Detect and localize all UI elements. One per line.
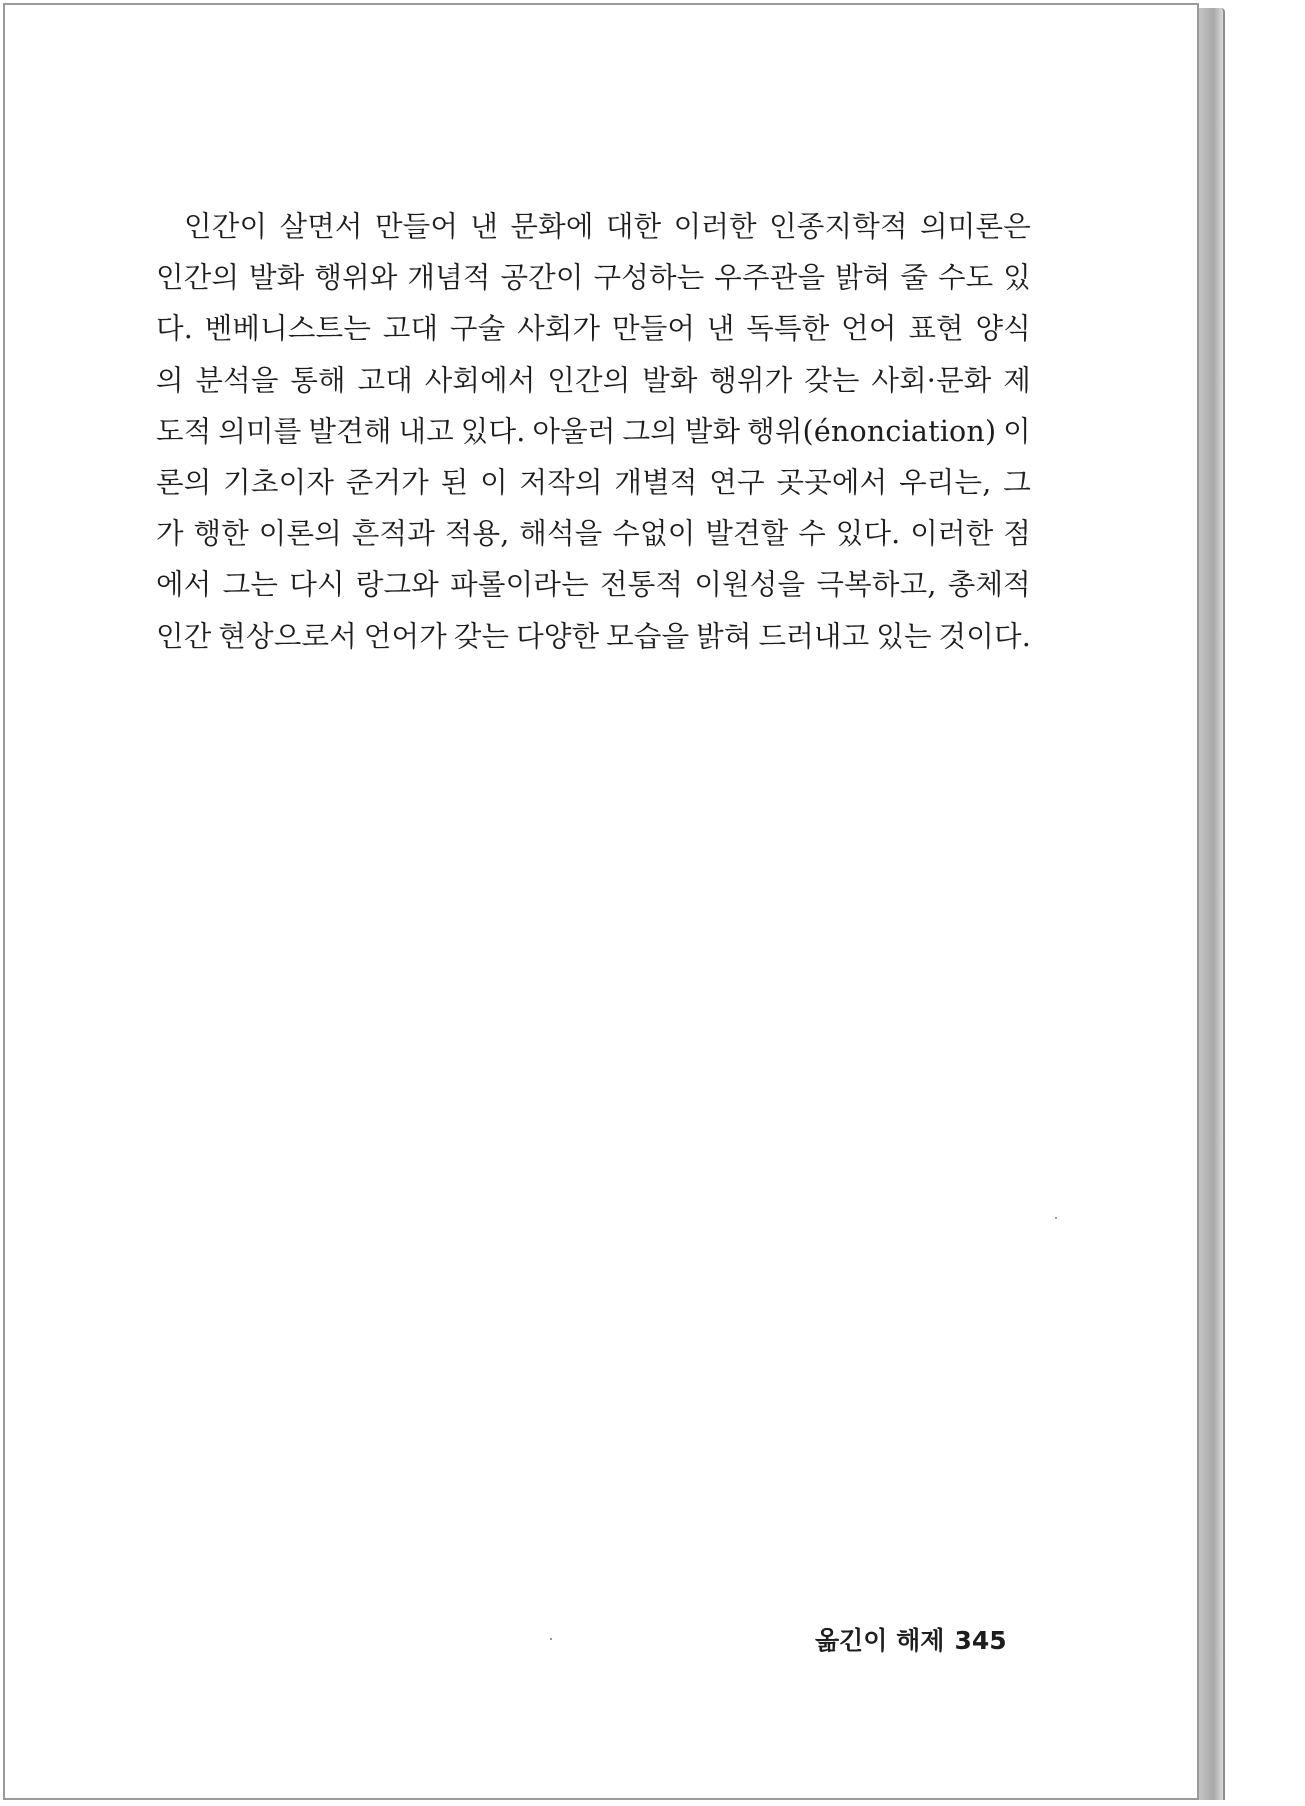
word: 인간 [156, 619, 212, 653]
word: 문화에 [510, 210, 594, 243]
word: 우주관을 [714, 261, 826, 295]
word: 발화 [249, 261, 305, 295]
word: 있 [1003, 261, 1031, 295]
word: 에서 [156, 568, 212, 602]
word: 이론의 [258, 517, 342, 551]
word: 이러한 [910, 517, 994, 551]
word: 이원성을 [694, 568, 806, 602]
text-line [156, 611, 1031, 662]
word: 개별적 [614, 465, 698, 499]
word: 전통적 [599, 568, 684, 602]
print-speck [550, 1638, 552, 1640]
word: 준거가 [345, 465, 429, 499]
word: 언어가 [363, 619, 447, 653]
word: 파롤이라는 [450, 568, 589, 602]
word: 독특한 [746, 312, 830, 346]
word: 만들어 [611, 312, 696, 346]
word: 발견해 [308, 414, 392, 448]
word: 내고 [398, 414, 454, 448]
word: 극복하고, [816, 568, 937, 602]
word: 적용, [444, 517, 510, 551]
word: 있는 [876, 619, 932, 653]
word: 사회·문화 [871, 363, 992, 397]
word: 랑그와 [355, 568, 440, 602]
word: 발견할 [705, 517, 789, 551]
word: 인간이 [184, 210, 268, 243]
word: 있다. [460, 414, 526, 448]
body-paragraph [156, 201, 1031, 662]
word: 다. [156, 312, 193, 346]
page-number: 345 [954, 1626, 1007, 1655]
word: 이러한 [673, 210, 757, 243]
word: 밝혀 [835, 261, 891, 295]
running-title: 옮긴이 해제 [815, 1626, 945, 1655]
word: 발화 [642, 363, 698, 397]
word: 우리는, [899, 465, 992, 499]
word: 양식 [975, 312, 1031, 346]
word: 총체적 [947, 568, 1031, 602]
word: 공간이 [500, 261, 584, 295]
word: 다시 [289, 568, 345, 602]
word: 그 [1003, 465, 1031, 499]
word: 대한 [605, 210, 662, 243]
text-line [156, 355, 1031, 406]
word: 살면서 [279, 210, 363, 243]
word: 인간의 [547, 363, 631, 397]
word: 저작의 [519, 465, 603, 499]
word: 만들어 [374, 210, 459, 243]
word: 벤베니스트는 [204, 312, 372, 346]
word: 현상으로서 [218, 619, 357, 653]
word: 그는 [222, 568, 279, 602]
word: 있다. [835, 517, 901, 551]
word: 줄 [900, 261, 929, 295]
word: 행위와 [314, 261, 398, 295]
word: 해석을 [519, 517, 603, 551]
word: 분석을 [195, 363, 279, 397]
word: 의미론은 [920, 210, 1031, 243]
word: 인종지학적 [769, 210, 908, 243]
book-page [3, 3, 1199, 1800]
word: 제 [1003, 363, 1031, 397]
text-line [156, 252, 1031, 303]
word: 행위가 [709, 363, 793, 397]
word: 의미를 [218, 414, 302, 448]
word: 행한 [193, 517, 249, 551]
word: 고대 [382, 312, 439, 346]
word: 도적 [156, 414, 212, 448]
word: 사회가 [517, 312, 601, 346]
text-line [156, 559, 1031, 610]
word: 수없이 [612, 517, 696, 551]
word: 이 [480, 465, 508, 499]
word: 사회에서 [424, 363, 536, 397]
word: 모습을 [606, 619, 690, 653]
word: 통해 [290, 363, 346, 397]
word: 밝혀 [696, 619, 752, 653]
word: 다양한 [516, 619, 600, 653]
page-footer [815, 1621, 1007, 1657]
word: 이 [1003, 414, 1031, 448]
word: 구술 [449, 312, 506, 346]
word: 기초이자 [223, 465, 335, 499]
word: 연구 [709, 465, 765, 499]
text-line [156, 201, 1031, 252]
word: 갖는 [453, 619, 510, 653]
text-line [156, 508, 1031, 559]
word: 곳곳에서 [776, 465, 888, 499]
word: 흔적과 [351, 517, 435, 551]
word: 드러내고 [758, 619, 870, 653]
word: 그의 [622, 414, 678, 448]
word: 가 [156, 517, 184, 551]
word: 구성하는 [593, 261, 705, 295]
word: 수 [798, 517, 826, 551]
word: 개념적 [407, 261, 491, 295]
text-line [156, 457, 1031, 508]
word: 표현 [908, 312, 964, 346]
text-line [156, 406, 1031, 457]
word: 언어 [841, 312, 897, 346]
print-speck [1055, 1217, 1057, 1219]
word: 아울러 [532, 414, 616, 448]
word: 것이다. [938, 619, 1031, 653]
page-stack-edge [1199, 8, 1225, 1800]
word: 의 [156, 363, 184, 397]
word: 된 [440, 465, 469, 499]
word: 점 [1003, 517, 1031, 551]
word: 수도 [937, 261, 994, 295]
word: 고대 [357, 363, 413, 397]
word: 갖는 [804, 363, 860, 397]
word: 낸 [470, 210, 499, 243]
word: 발화 [684, 414, 741, 448]
word: 인간의 [156, 261, 240, 295]
word: 행위(énonciation) [747, 414, 997, 448]
text-line [156, 303, 1031, 354]
word: 론의 [156, 465, 212, 499]
word: 낸 [706, 312, 735, 346]
